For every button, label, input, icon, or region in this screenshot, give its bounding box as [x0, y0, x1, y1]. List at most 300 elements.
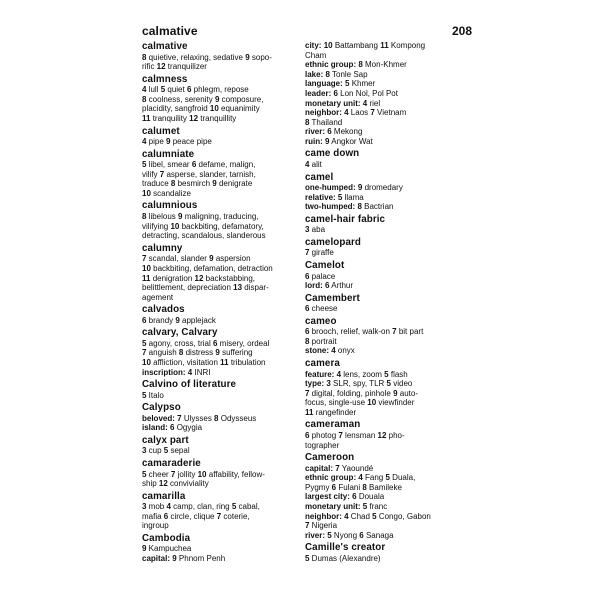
entry-text: aba	[309, 225, 326, 235]
letter-count: 6	[352, 492, 357, 502]
dictionary-entry	[305, 452, 459, 540]
entry-line	[142, 316, 296, 326]
entry-text: circle, clique	[168, 511, 217, 521]
entry-text: lensman	[342, 430, 378, 440]
dictionary-entry	[142, 458, 296, 489]
entry-line	[305, 346, 459, 356]
entry-text: vilify	[142, 169, 160, 179]
entry-line	[305, 531, 459, 541]
dictionary-entry	[305, 214, 459, 235]
entry-headword: Camille's creator	[305, 542, 386, 554]
entry-text: Nyong	[331, 530, 360, 540]
letter-count: 7	[216, 511, 222, 521]
dictionary-entry	[142, 435, 296, 456]
entry-text: Arthur	[329, 281, 354, 291]
entry-text: mob	[146, 502, 167, 512]
entry-line	[305, 370, 459, 380]
entry-text: franc	[367, 502, 388, 512]
entry-text: Yaoundé	[339, 463, 374, 473]
entry-line	[305, 248, 459, 258]
entry-text: video	[391, 379, 413, 389]
entry-text: riel	[367, 98, 381, 108]
right-column	[305, 41, 459, 565]
letter-count: 9	[212, 179, 217, 189]
subentry-label: lord:	[305, 281, 323, 291]
entry-line	[305, 183, 459, 193]
dictionary-entry	[305, 41, 459, 147]
subentry-label: island:	[142, 423, 168, 433]
subentry-label: river:	[305, 530, 326, 540]
entry-line	[305, 160, 459, 170]
subentry-label: city:	[305, 41, 322, 50]
entry-line	[142, 283, 296, 293]
entry-text: jollity	[175, 469, 198, 479]
entry-text: equanimity	[218, 104, 260, 114]
letter-count: 10	[197, 469, 207, 479]
entry-text: coolness, serenity	[146, 94, 215, 104]
letter-count: 5	[385, 473, 390, 483]
entry-text: libel, smear	[146, 160, 192, 170]
entry-headword: Camembert	[305, 292, 360, 304]
entry-line	[305, 521, 459, 531]
dictionary-entry	[305, 237, 459, 258]
entry-text: distress	[183, 348, 216, 358]
entry-text: besmirch	[175, 179, 213, 189]
letter-count: 6	[191, 160, 197, 170]
entry-text: flash	[388, 369, 408, 379]
subentry-label: beloved:	[142, 413, 175, 423]
entry-text: aspersion	[213, 254, 251, 264]
letter-count: 7	[335, 463, 340, 473]
entry-line	[305, 327, 459, 337]
entry-text: digital, folding, pinhole	[309, 388, 394, 398]
subentry-label: inscription:	[142, 367, 186, 377]
entry-line	[305, 60, 459, 70]
letter-count: 7	[392, 327, 397, 337]
letter-count: 8	[142, 212, 147, 222]
entry-line	[305, 137, 459, 147]
letter-count: 6	[305, 271, 310, 281]
entry-line	[305, 108, 459, 118]
entry-line	[142, 170, 296, 180]
entry-line	[142, 554, 296, 564]
entry-headword: camelopard	[305, 236, 361, 248]
entry-headword: came down	[305, 148, 360, 160]
entry-headword: calmness	[142, 73, 188, 85]
letter-count: 10	[170, 221, 180, 231]
letter-count: 5	[372, 511, 377, 521]
entry-line	[142, 368, 296, 378]
entry-line	[305, 431, 459, 441]
letter-count: 8	[214, 413, 219, 423]
subentry-label: ruin:	[305, 136, 323, 146]
entry-text: placidity, sangfroid	[142, 104, 210, 114]
letter-count: 3	[142, 502, 147, 512]
entry-line	[142, 231, 296, 241]
entry-text: Battambang	[332, 41, 381, 50]
entry-text: camp, clan, ring	[170, 502, 232, 512]
letter-count: 7	[170, 469, 176, 479]
dictionary-entry	[305, 358, 459, 418]
dictionary-entry	[305, 293, 459, 314]
entry-text: INRI	[192, 367, 211, 377]
entry-text: vilifying	[142, 221, 171, 231]
entry-line	[142, 479, 296, 489]
entry-line	[142, 446, 296, 456]
letter-count: 13	[233, 283, 243, 293]
letter-count: 9	[172, 554, 177, 564]
entry-text: belittlement, depreciation	[142, 283, 234, 293]
dictionary-entry	[142, 327, 296, 377]
subentry-label: capital:	[305, 463, 334, 473]
entry-text: affability, fellow-	[206, 469, 265, 479]
entry-line	[142, 189, 296, 199]
dictionary-entry	[305, 419, 459, 450]
entry-text: quiet	[165, 85, 187, 95]
letter-count: 10	[142, 358, 151, 368]
entry-text: SLR, spy, TLR	[330, 379, 387, 389]
letter-count: 3	[326, 379, 331, 389]
subentry-label: stone:	[305, 346, 329, 356]
entry-headword: calumny	[142, 242, 183, 254]
entry-line	[142, 62, 296, 72]
entry-text: affliction, visitation	[150, 358, 221, 368]
entry-line	[305, 464, 459, 474]
entry-headword: calvary, Calvary	[142, 327, 218, 339]
entry-text: Bactrian	[361, 202, 394, 212]
entry-text: giraffe	[309, 248, 334, 258]
letter-count: 4	[142, 137, 147, 147]
entry-line	[305, 41, 459, 51]
entry-headword: Calypso	[142, 402, 181, 414]
subentry-label: feature:	[305, 369, 335, 379]
entry-line	[305, 441, 459, 451]
letter-count: 5	[231, 502, 237, 512]
entry-line	[305, 118, 459, 128]
entry-text: asperse, slander, tarnish,	[164, 169, 256, 179]
entry-text: tranquilizer	[165, 62, 207, 72]
letter-count: 7	[305, 521, 310, 531]
entry-line	[142, 104, 296, 114]
letter-count: 5	[384, 369, 389, 379]
entry-text: backbiting, defamation, detraction	[150, 263, 273, 273]
entry-text: sopo-	[249, 52, 272, 62]
entry-line	[305, 272, 459, 282]
entry-line	[142, 212, 296, 222]
letter-count: 7	[305, 248, 310, 258]
letter-count: 7	[142, 254, 147, 264]
entry-headword: calumniate	[142, 148, 195, 160]
entry-text: Sanaga	[363, 530, 394, 540]
letter-count: 8	[142, 52, 147, 62]
entry-text: detracting, scandalous, slanderous	[142, 231, 266, 241]
dictionary-entry	[142, 533, 296, 564]
subentry-label: leader:	[305, 88, 332, 98]
entry-line	[305, 304, 459, 314]
entry-headword: camel	[305, 171, 334, 183]
letter-count: 5	[337, 192, 343, 202]
letter-count: 3	[305, 225, 310, 235]
subentry-label: neighbor:	[305, 511, 342, 521]
entry-text: palace	[309, 271, 336, 281]
entry-text: Kampuchea	[146, 544, 192, 554]
entry-line	[305, 512, 459, 522]
entry-text: Vietnam	[374, 108, 407, 118]
entry-line	[305, 554, 459, 564]
subentry-label: river:	[305, 127, 326, 137]
entry-line	[142, 53, 296, 63]
letter-count: 12	[194, 273, 204, 283]
entry-text: dromedary	[362, 183, 403, 193]
dictionary-entry	[142, 379, 296, 400]
entry-headword: cameo	[305, 315, 337, 327]
entry-line	[305, 127, 459, 137]
entry-text: lens, zoom	[341, 369, 385, 379]
dictionary-entry	[142, 200, 296, 240]
entry-headword: calyx part	[142, 434, 189, 446]
dictionary-entry	[142, 243, 296, 303]
entry-headword: camarilla	[142, 490, 186, 502]
letter-count: 6	[163, 511, 169, 521]
letter-count: 4	[331, 346, 336, 356]
entry-line	[142, 348, 296, 358]
letter-count: 9	[357, 183, 363, 193]
entry-text: tranquillity	[198, 114, 237, 124]
letter-count: 9	[142, 544, 147, 554]
entry-text: tographer	[305, 440, 340, 450]
letter-count: 10	[367, 398, 377, 408]
letter-count: 9	[245, 52, 250, 62]
subentry-label: monetary unit:	[305, 98, 361, 108]
letter-count: 3	[142, 446, 147, 456]
entry-text: brooch, relief, walk-on	[309, 327, 393, 337]
dictionary-entry	[305, 316, 459, 356]
letter-count: 5	[362, 502, 368, 512]
letter-count: 6	[305, 430, 310, 440]
subentry-label: neighbor:	[305, 108, 342, 118]
letter-count: 5	[305, 553, 310, 563]
entry-line	[305, 473, 459, 483]
letter-count: 4	[362, 98, 368, 108]
letter-count: 8	[357, 202, 362, 212]
subentry-label: capital:	[142, 554, 171, 564]
subentry-label: relative:	[305, 192, 336, 202]
letter-count: 9	[166, 137, 171, 147]
letter-count: 6	[305, 327, 310, 337]
entry-text: Fulani	[336, 482, 363, 492]
entry-text: coterie,	[221, 511, 250, 521]
entry-line	[142, 222, 296, 232]
entry-text: maligning, traducing,	[182, 212, 259, 222]
entry-text: Laos	[348, 108, 371, 118]
letter-count: 8	[325, 69, 330, 79]
entry-line	[305, 379, 459, 389]
entry-text: Bamileke	[366, 482, 402, 492]
letter-count: 6	[331, 482, 337, 492]
dictionary-entry	[305, 172, 459, 212]
entry-line	[142, 85, 296, 95]
letter-count: 6	[327, 127, 332, 137]
entry-headword: Calvino of literature	[142, 379, 237, 391]
entry-line	[142, 339, 296, 349]
dictionary-entry	[142, 402, 296, 433]
entry-line	[142, 274, 296, 284]
dictionary-entry	[142, 491, 296, 531]
letter-count: 11	[142, 273, 151, 283]
letter-count: 9	[214, 94, 220, 104]
entry-text: scandalize	[150, 188, 191, 198]
entry-headword: camaraderie	[142, 457, 201, 469]
letter-count: 5	[160, 85, 166, 95]
entry-text: Ogygia	[174, 423, 203, 433]
entry-text: focus, single-use	[305, 398, 368, 408]
entry-text: Phnom Penh	[176, 554, 226, 564]
letter-count: 7	[338, 430, 343, 440]
entry-text: rangefinder	[313, 407, 357, 417]
entry-text: Cham	[305, 50, 327, 60]
dictionary-entry	[305, 542, 459, 563]
entry-line	[142, 544, 296, 554]
entry-text: tranquility	[150, 114, 190, 124]
letter-count: 6	[213, 338, 218, 348]
entry-line	[305, 483, 459, 493]
letter-count: 7	[370, 108, 375, 118]
letter-count: 8	[142, 94, 147, 104]
entry-text: agement	[142, 292, 174, 302]
letter-count: 4	[358, 473, 363, 483]
entry-text: scandal, slander	[146, 254, 210, 264]
letter-count: 4	[305, 160, 310, 170]
entry-headword: cameraman	[305, 419, 361, 431]
dictionary-entry	[142, 149, 296, 199]
letter-count: 9	[393, 388, 398, 398]
entry-line	[305, 89, 459, 99]
entry-text: denigrate	[216, 179, 253, 189]
entry-text: Duala,	[389, 473, 416, 483]
entry-text: applejack	[179, 315, 216, 325]
letter-count: 8	[305, 117, 310, 127]
entry-text: backbiting, defamatory,	[179, 221, 264, 231]
letter-count: 10	[142, 188, 151, 198]
entry-line	[305, 502, 459, 512]
subentry-label: two-humped:	[305, 202, 356, 212]
letter-count: 11	[142, 114, 151, 124]
entry-line	[305, 99, 459, 109]
entry-text: Lon Nol, Pol Pot	[337, 88, 398, 98]
letter-count: 5	[163, 446, 169, 456]
letter-count: 6	[325, 281, 330, 291]
entry-text: Angkor Wat	[329, 136, 373, 146]
entry-line	[142, 512, 296, 522]
letter-count: 5	[345, 79, 350, 89]
letter-count: 4	[187, 367, 193, 377]
letter-count: 4	[344, 108, 349, 118]
letter-count: 9	[175, 315, 180, 325]
entry-text: misery, ordeal	[217, 338, 270, 348]
entry-text: cheese	[309, 304, 338, 314]
letter-count: 6	[186, 85, 192, 95]
entry-text: portrait	[309, 336, 337, 346]
letter-count: 5	[142, 338, 147, 348]
left-column	[142, 41, 296, 566]
entry-line	[142, 423, 296, 433]
letter-count: 6	[142, 315, 147, 325]
entry-text: phlegm, repose	[191, 85, 249, 95]
letter-count: 5	[142, 160, 147, 170]
letter-count: 7	[159, 169, 165, 179]
letter-count: 10	[209, 104, 219, 114]
entry-line	[142, 358, 296, 368]
letter-count: 8	[305, 336, 310, 346]
entry-text: sepal	[168, 446, 190, 456]
entry-text: brandy	[146, 315, 176, 325]
letter-count: 6	[333, 88, 338, 98]
entry-text: bit part	[396, 327, 424, 337]
entry-line	[142, 95, 296, 105]
entry-text: defame, malign,	[196, 160, 256, 170]
letter-count: 4	[142, 85, 147, 95]
subentry-label: language:	[305, 79, 343, 89]
entry-text: libelous	[146, 212, 179, 222]
entry-line	[305, 193, 459, 203]
letter-count: 11	[220, 358, 229, 368]
letter-count: 5	[142, 469, 147, 479]
letter-count: 5	[386, 379, 391, 389]
letter-count: 6	[359, 530, 364, 540]
entry-text: mafia	[142, 511, 164, 521]
entry-headword: calvados	[142, 304, 185, 316]
entry-headword: Cameroon	[305, 452, 355, 464]
entry-text: composure,	[219, 94, 264, 104]
dictionary-entry	[142, 41, 296, 72]
letter-count: 12	[156, 62, 166, 72]
entry-text: Tonle Sap	[329, 69, 368, 79]
entry-line	[305, 70, 459, 80]
subentry-label: ethnic group:	[305, 473, 357, 483]
subentry-label: largest city:	[305, 492, 350, 502]
entry-headword: Cambodia	[142, 532, 191, 544]
entry-line	[142, 137, 296, 147]
entry-text: tribulation	[228, 358, 266, 368]
dictionary-entry	[305, 148, 459, 169]
entry-text: pipe	[146, 137, 167, 147]
entry-text: cup	[146, 446, 164, 456]
letter-count: 11	[380, 41, 389, 50]
entry-text: Thailand	[309, 117, 343, 127]
letter-count: 8	[178, 348, 184, 358]
letter-count: 8	[362, 482, 367, 492]
subentry-label: monetary unit:	[305, 502, 361, 512]
letter-count: 4	[166, 502, 171, 512]
entry-line	[142, 391, 296, 401]
letter-count: 8	[358, 60, 363, 70]
letter-count: 9	[215, 348, 220, 358]
letter-count: 9	[178, 212, 183, 222]
letter-count: 4	[336, 369, 342, 379]
entry-line	[305, 408, 459, 418]
entry-text: Mekong	[331, 127, 363, 137]
letter-count: 9	[325, 136, 330, 146]
entry-line	[142, 254, 296, 264]
dictionary-entry	[142, 126, 296, 147]
subentry-label: ethnic group:	[305, 60, 357, 70]
letter-count: 10	[142, 263, 151, 273]
entry-text: viewfinder	[376, 398, 415, 408]
entry-headword: Camelot	[305, 259, 345, 271]
letter-count: 7	[177, 413, 182, 423]
entry-line	[305, 202, 459, 212]
letter-count: 12	[158, 479, 168, 489]
